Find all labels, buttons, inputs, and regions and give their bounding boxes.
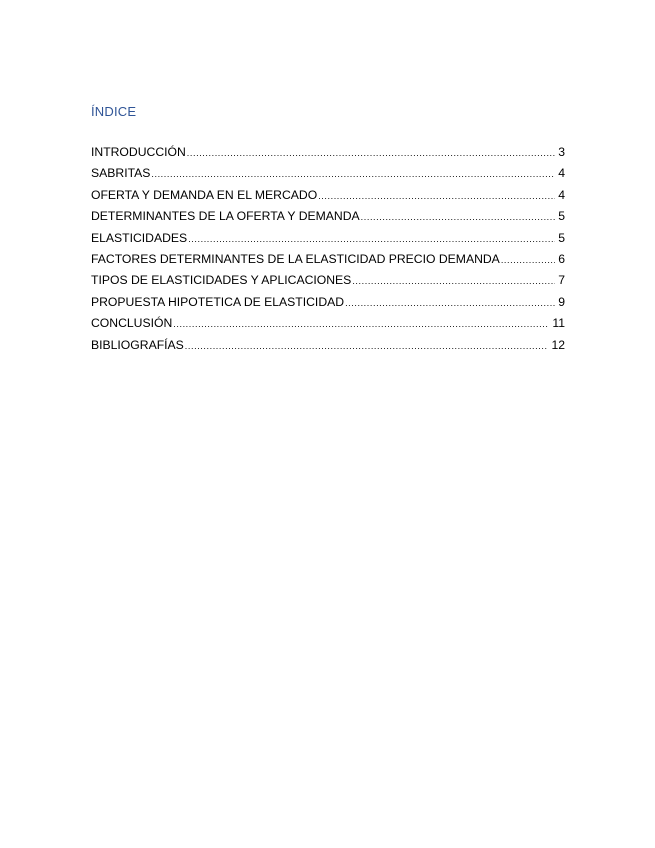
toc-entry[interactable] [91, 165, 565, 186]
toc-entry-page: 3 [558, 145, 565, 159]
toc-entry-page: 7 [558, 273, 565, 288]
toc-dot-leader [151, 166, 555, 182]
toc-entry-page: 4 [558, 166, 565, 181]
toc-entry[interactable] [91, 144, 565, 165]
toc-entry[interactable] [91, 187, 565, 208]
toc-entry-title: BIBLIOGRAFÍAS [91, 337, 184, 352]
toc-dot-leader [173, 316, 549, 332]
toc-entry-title: DETERMINANTES DE LA OFERTA Y DEMANDA [91, 209, 360, 224]
toc-entry-page: 12 [551, 337, 565, 352]
toc-entry-page: 5 [558, 209, 565, 224]
toc-entry[interactable] [91, 230, 565, 251]
toc-entry-page: 9 [558, 294, 565, 309]
toc-dot-leader [361, 209, 556, 225]
toc-heading: ÍNDICE [91, 104, 137, 119]
toc-dot-leader [352, 273, 555, 289]
toc-entry-title: INTRODUCCIÓN [91, 145, 186, 159]
toc-dot-leader [185, 338, 549, 354]
toc-entry[interactable] [91, 294, 565, 315]
toc-entry-title: CONCLUSIÓN [91, 316, 173, 331]
toc-entry[interactable] [91, 251, 565, 272]
toc-dot-leader [187, 145, 555, 161]
toc-entry[interactable] [91, 315, 565, 336]
toc-entry-title: OFERTA Y DEMANDA EN EL MERCADO [91, 187, 318, 202]
table-of-contents [91, 144, 565, 358]
toc-entry-page: 6 [558, 251, 565, 266]
toc-dot-leader [188, 231, 555, 247]
toc-entry-page: 5 [558, 230, 565, 245]
toc-entry-title: SABRITAS [91, 166, 151, 181]
toc-dot-leader [501, 252, 555, 268]
toc-entry-title: TIPOS DE ELASTICIDADES Y APLICACIONES [91, 273, 352, 288]
toc-dot-leader [345, 295, 555, 311]
toc-entry[interactable] [91, 272, 565, 293]
toc-entry-title: PROPUESTA HIPOTETICA DE ELASTICIDAD [91, 294, 345, 309]
toc-entry[interactable] [91, 208, 565, 229]
toc-dot-leader [318, 188, 555, 204]
toc-entry-title: FACTORES DETERMINANTES DE LA ELASTICIDAD PRECIO DEMANDA [91, 251, 500, 266]
toc-entry-title: ELASTICIDADES [91, 230, 188, 245]
toc-entry[interactable] [91, 337, 565, 358]
toc-entry-page: 11 [552, 316, 565, 331]
toc-entry-page: 4 [558, 187, 565, 202]
